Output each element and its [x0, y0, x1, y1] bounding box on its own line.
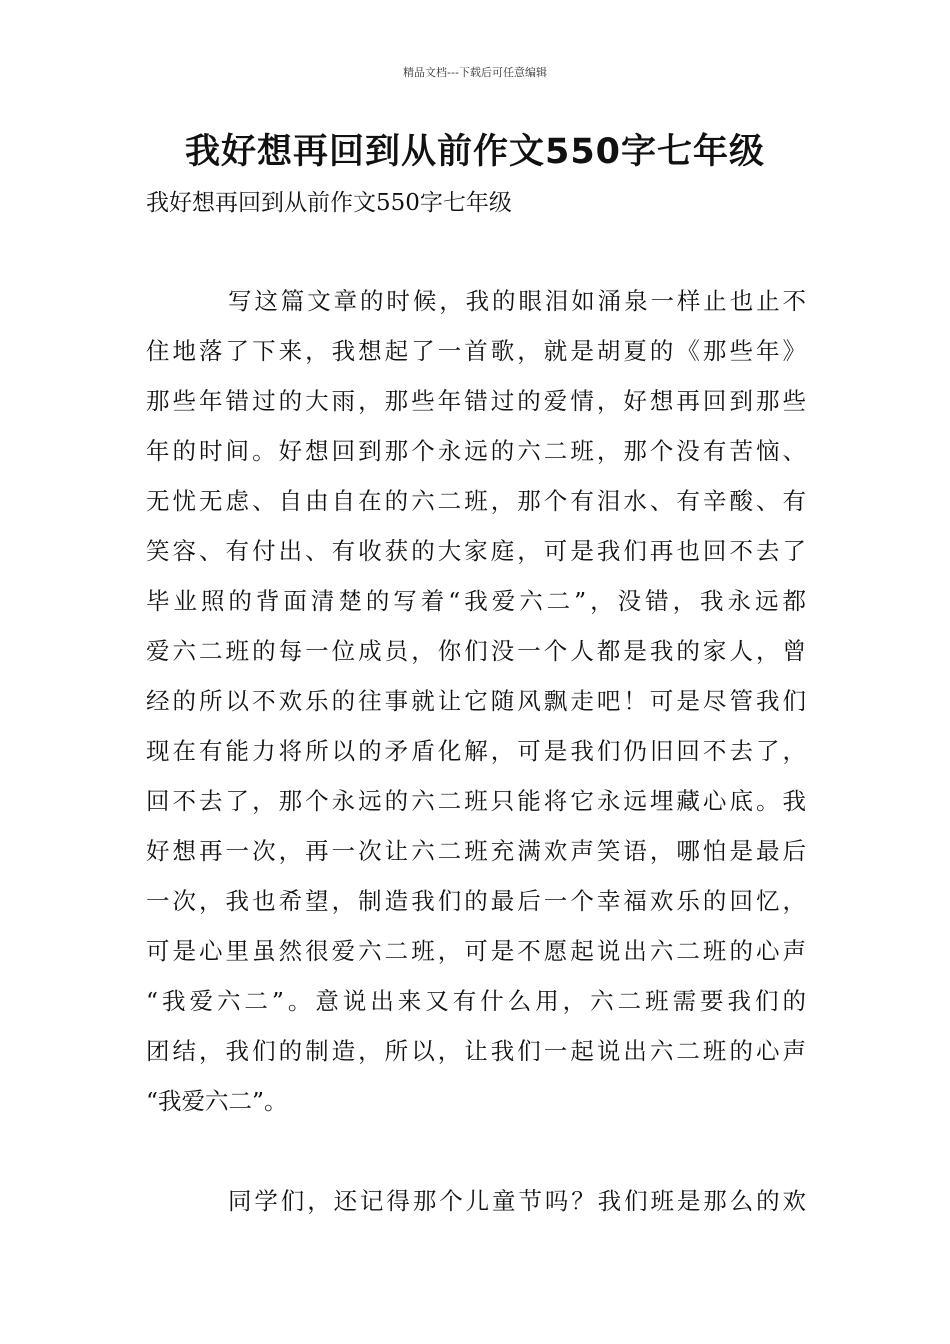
paragraph-line: 好想再一次，再一次让六二班充满欢声笑语，哪怕是最后: [146, 837, 806, 865]
paragraph-line: 无忧无虑、自由自在的六二班，那个有泪水、有辛酸、有: [146, 487, 806, 515]
document-body: [146, 276, 806, 1226]
paragraph-line: 同学们，还记得那个儿童节吗？我们班是那么的欢: [228, 1187, 806, 1215]
paragraph-line: 毕业照的背面清楚的写着“我爱六二”，没错，我永远都: [146, 587, 806, 615]
paragraph-line: “我爱六二”。意说出来又有什么用，六二班需要我们的: [146, 987, 806, 1015]
page-header-note: 精品文档---下载后可任意编辑: [403, 66, 547, 79]
paragraph-line: 现在有能力将所以的矛盾化解，可是我们仍旧回不去了，: [146, 737, 806, 765]
paragraph-line: 那些年错过的大雨，那些年错过的爱情，好想再回到那些: [146, 387, 806, 415]
paragraph-line: 回不去了，那个永远的六二班只能将它永远埋藏心底。我: [146, 787, 806, 815]
paragraph-line: 写这篇文章的时候，我的眼泪如涌泉一样止也止不: [228, 287, 806, 315]
paragraph-line: 经的所以不欢乐的往事就让它随风飘走吧！可是尽管我们: [146, 687, 806, 715]
paragraph-line: “我爱六二”。: [146, 1087, 288, 1115]
paragraph-line: 笑容、有付出、有收获的大家庭，可是我们再也回不去了: [146, 537, 806, 565]
paragraph-line: 爱六二班的每一位成员，你们没一个人都是我的家人，曾: [146, 637, 806, 665]
paragraph-line: 年的时间。好想回到那个永远的六二班，那个没有苦恼、: [146, 437, 806, 465]
paragraph-line: 住地落了下来，我想起了一首歌，就是胡夏的《那些年》: [146, 337, 806, 365]
document-title: 我好想再回到从前作文550字七年级: [184, 132, 766, 172]
paragraph-line: 一次，我也希望，制造我们的最后一个幸福欢乐的回忆，: [146, 887, 806, 915]
paragraph-gap: [146, 1126, 806, 1176]
paragraph-line: 可是心里虽然很爱六二班，可是不愿起说出六二班的心声: [146, 937, 806, 965]
paragraph-line: 团结，我们的制造，所以，让我们一起说出六二班的心声: [146, 1037, 806, 1065]
document-subtitle: 我好想再回到从前作文550字七年级: [146, 190, 512, 216]
